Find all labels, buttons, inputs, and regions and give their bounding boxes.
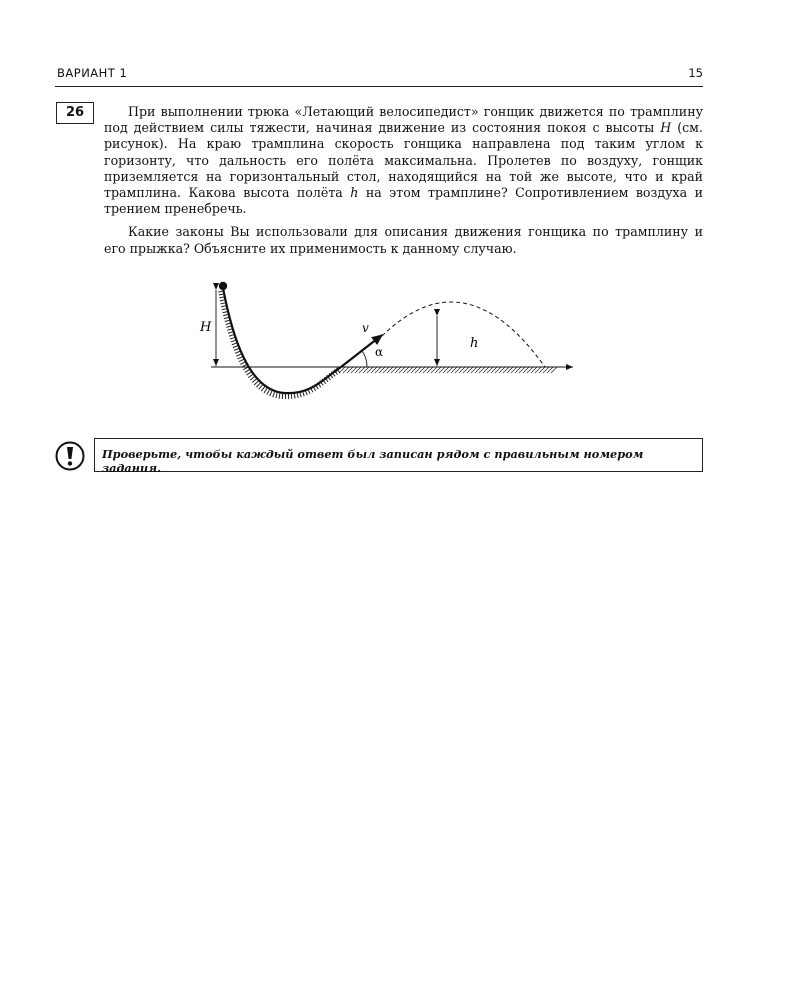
page-header <box>55 64 703 87</box>
variable-h: h <box>350 185 359 201</box>
ground-hatching <box>335 367 557 373</box>
task-p1-part2: (см. рисунок). На краю трамплина скорость гонщика направлена под таким углом к горизонту, что дальность его полёта максимальна. Пролетев по воздуху, гонщик приземляется на горизонтальный стол, находящийся на той же высоте, что и край трамплина. Какова высота полёта <box>104 120 703 201</box>
variable-H: H <box>660 120 672 136</box>
label-v: v <box>362 321 369 335</box>
angle-arc <box>362 351 367 367</box>
task-paragraph-1 <box>104 104 703 217</box>
task-text <box>104 104 703 264</box>
notice-box <box>94 438 703 475</box>
label-H: H <box>200 320 212 335</box>
label-alpha: α <box>375 345 384 359</box>
variant-label: ВАРИАНТ 1 <box>57 66 128 80</box>
ramp-diagram <box>195 275 585 410</box>
task-number-box: 26 <box>56 102 94 124</box>
notice-text: Проверьте, чтобы каждый ответ был записан рядом с правильным номером задания. <box>102 447 644 475</box>
task-paragraph-2: Какие законы Вы использовали для описания движения гонщика по трамплину и его прыжка? Объясните их применимость к данному случаю. <box>104 224 703 256</box>
ramp-curve <box>223 288 341 393</box>
rider-ball <box>219 282 227 290</box>
task-p1-part3: на этом трамплине? Сопротивлением воздуха и трением пренебречь. <box>104 185 703 217</box>
exclamation-icon <box>55 441 85 471</box>
task-p1-part1: При выполнении трюка «Летающий велосипедист» гонщик движется по трамплину под действием силы тяжести, начиная движение из состояния покоя с высоты <box>104 104 703 136</box>
label-h: h <box>470 336 479 351</box>
flight-trajectory <box>382 302 545 367</box>
page-number: 15 <box>688 66 703 80</box>
